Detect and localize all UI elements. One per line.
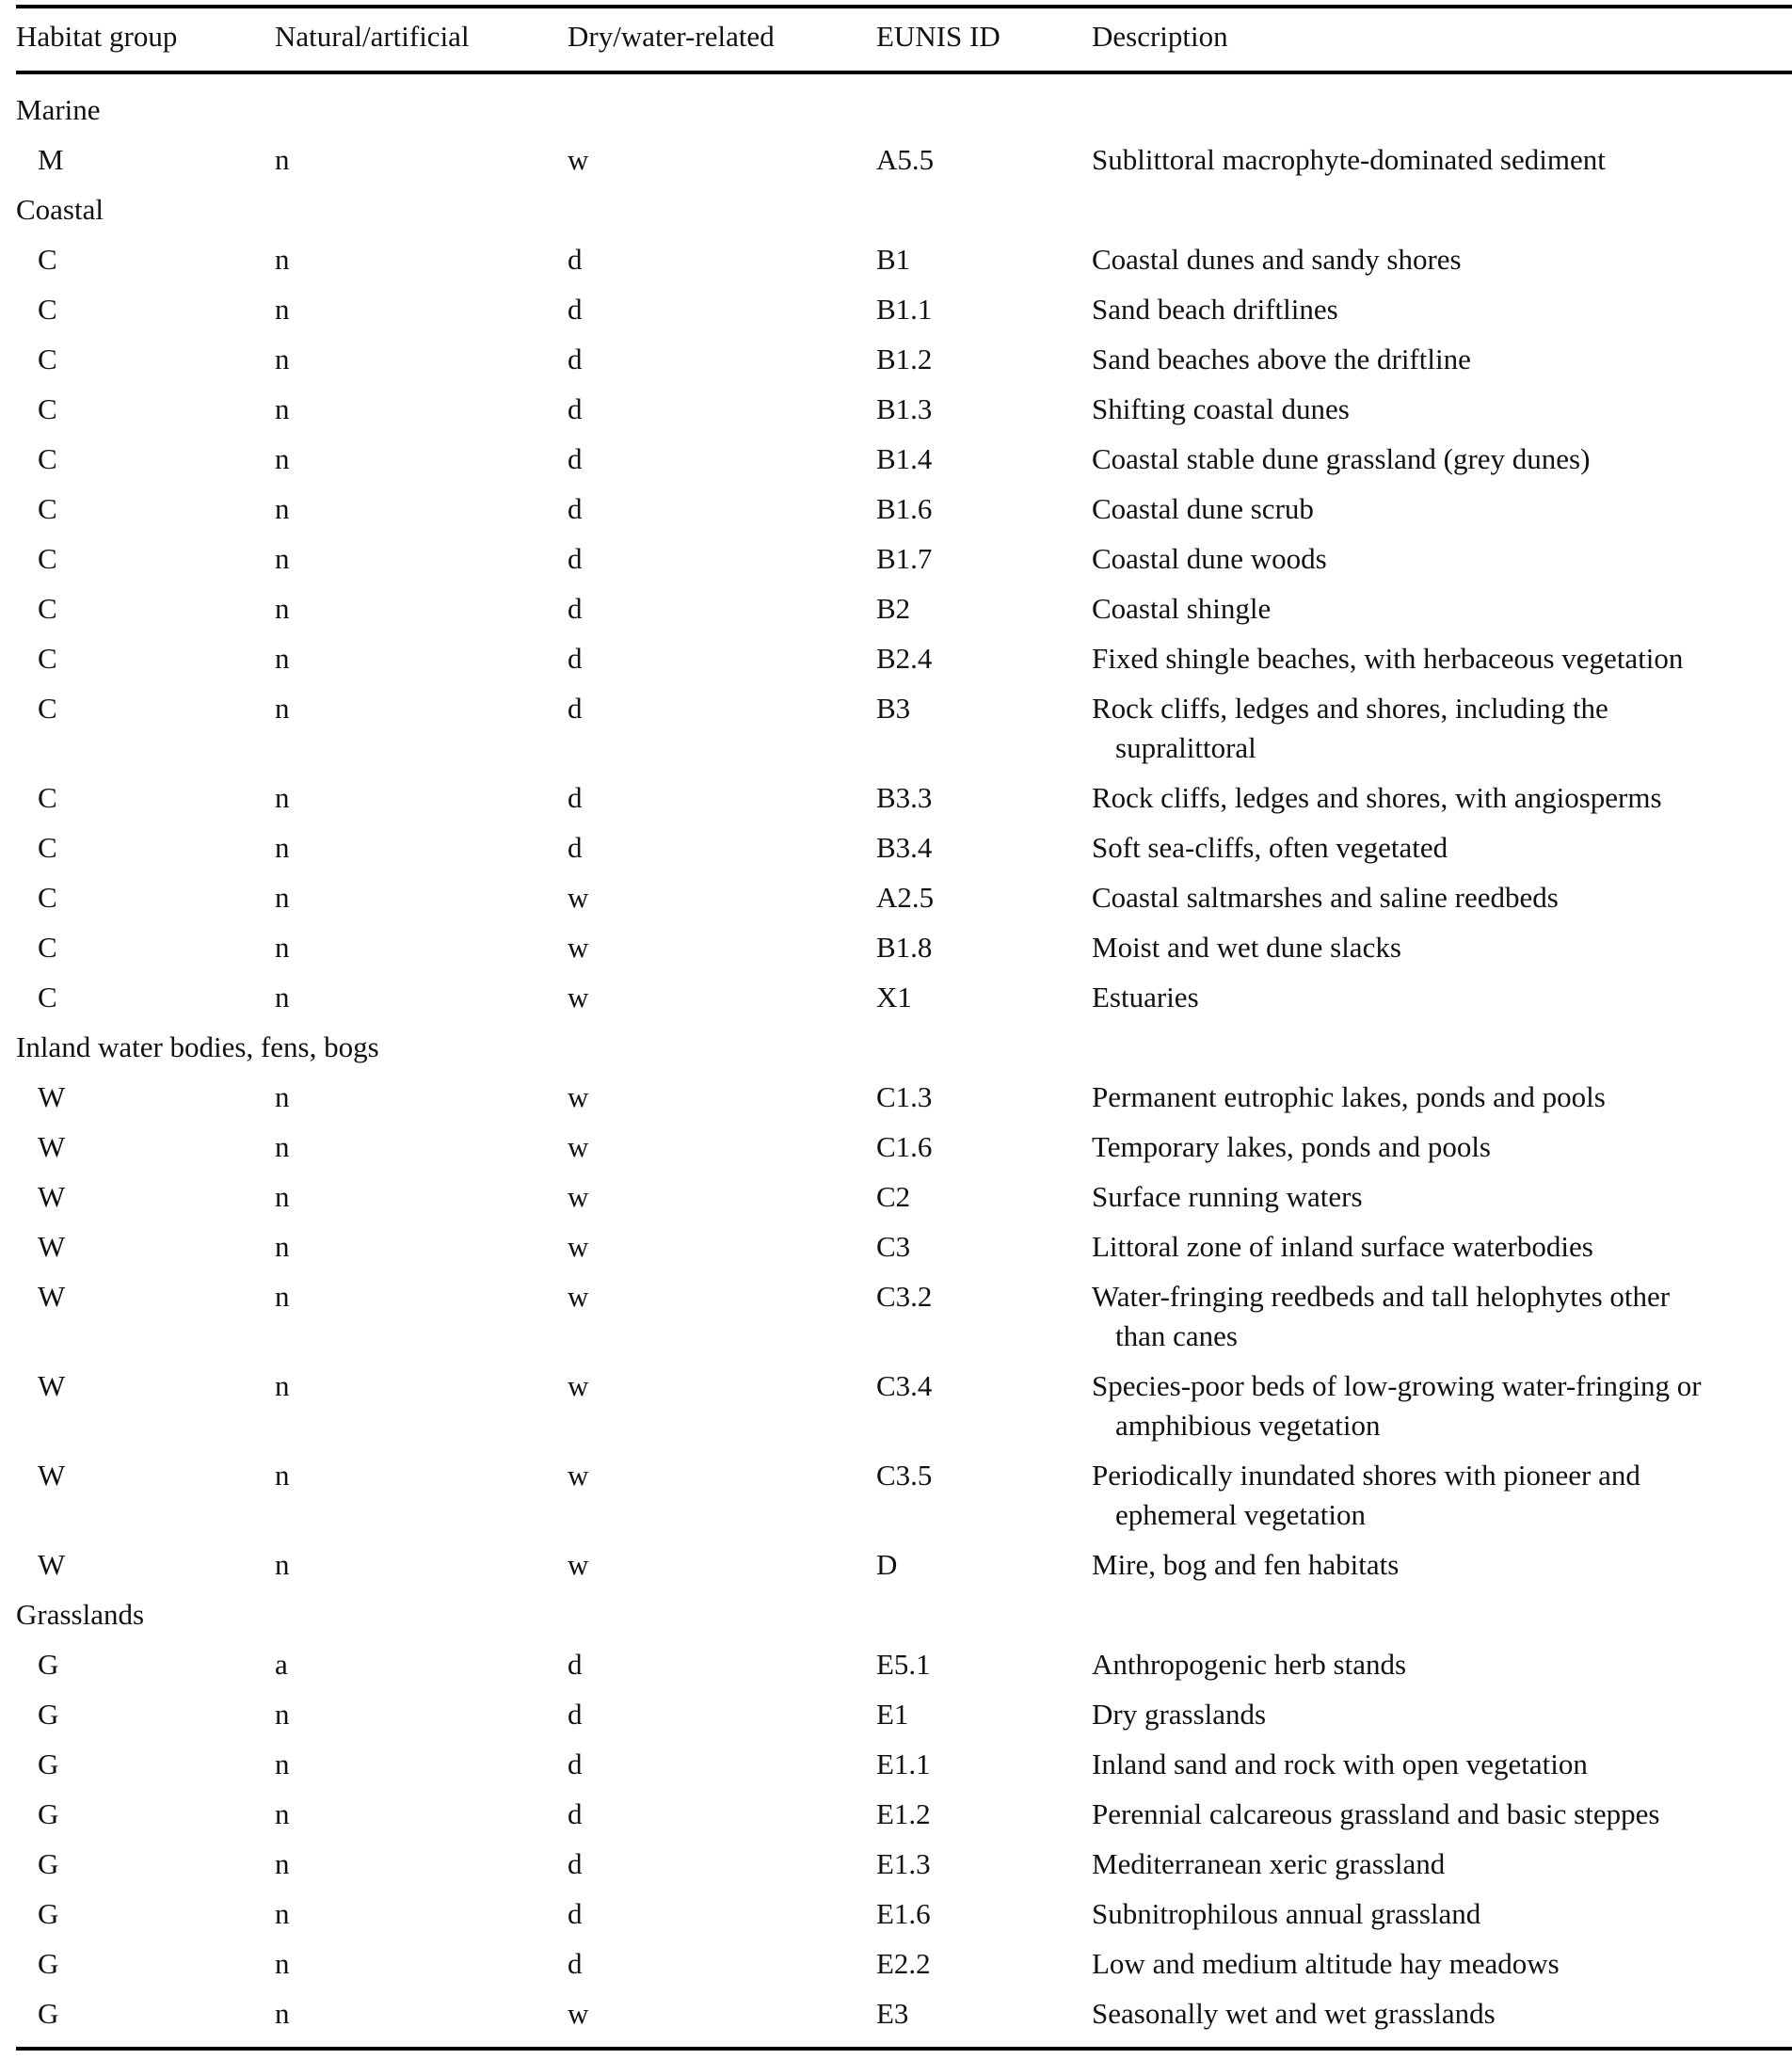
eunis-id-cell: B3.3 [876,781,933,814]
table-header-rule [16,71,1792,74]
table-row [16,1745,1792,1795]
natural-artificial-cell: n [275,1080,290,1113]
natural-artificial-cell: a [275,1648,288,1681]
description-cell [1092,828,1448,868]
table-bottom-rule [16,2047,1792,2051]
natural-artificial-cell: n [275,1797,290,1830]
description-cell [1092,390,1350,429]
description-line-1: Mire, bog and fen habitats [1092,1548,1400,1581]
eunis-id-cell: B1.7 [876,542,933,575]
description-line-1: Sand beaches above the driftline [1092,343,1471,375]
eunis-id-cell: B1.6 [876,492,933,525]
eunis-id-cell: B1.3 [876,392,933,425]
column-header-natural-artificial: Natural/artificial [275,20,470,53]
dry-water-cell: d [568,1698,583,1731]
habitat-group-cell: G [38,1698,59,1731]
description-cell [1092,878,1559,918]
description-cell [1092,1795,1659,1834]
eunis-id-cell: B3 [876,692,911,725]
eunis-id-cell: B3.4 [876,831,933,864]
table-row [16,689,1792,764]
habitat-group-cell: G [38,1748,59,1780]
eunis-id-cell: C1.6 [876,1130,933,1163]
section-title: Coastal [16,193,104,226]
eunis-id-cell: C1.3 [876,1080,933,1113]
dry-water-cell: w [568,1130,589,1163]
eunis-id-cell: E1.6 [876,1897,931,1930]
description-line-1: Seasonally wet and wet grasslands [1092,1997,1496,2030]
description-line-1: Temporary lakes, ponds and pools [1092,1130,1491,1163]
dry-water-cell: w [568,1548,589,1581]
habitat-group-cell: C [38,642,57,675]
description-line-1: Coastal stable dune grassland (grey dunes) [1092,442,1591,475]
description-line-1: Littoral zone of inland surface waterbodies [1092,1230,1593,1263]
eunis-id-cell: E2.2 [876,1947,931,1980]
natural-artificial-cell: n [275,931,290,964]
description-cell [1092,1277,1670,1356]
habitat-group-cell: C [38,981,57,1014]
dry-water-cell: w [568,1459,589,1492]
natural-artificial-cell: n [275,1130,290,1163]
eunis-id-cell: B1.4 [876,442,933,475]
dry-water-cell: d [568,831,583,864]
description-cell [1092,1844,1445,1884]
natural-artificial-cell: n [275,1230,290,1263]
description-line-2: than canes [1115,1319,1238,1352]
natural-artificial-cell: n [275,1947,290,1980]
column-header-habitat-group: Habitat group [16,20,178,53]
natural-artificial-cell: n [275,1847,290,1880]
table-row [16,1077,1792,1127]
description-line-1: Sand beach driftlines [1092,293,1338,326]
table-row [16,1366,1792,1442]
description-cell [1092,340,1471,379]
dry-water-cell: w [568,143,589,176]
table-row [16,390,1792,439]
dry-water-cell: d [568,1748,583,1780]
column-header-description: Description [1092,20,1228,53]
natural-artificial-cell: n [275,1897,290,1930]
table-row [16,290,1792,340]
natural-artificial-cell: n [275,981,290,1014]
description-cell [1092,978,1199,1017]
description-cell [1092,778,1662,818]
description-line-2: amphibious vegetation [1115,1409,1381,1442]
dry-water-cell: d [568,392,583,425]
description-line-1: Moist and wet dune slacks [1092,931,1401,964]
habitat-group-cell: C [38,881,57,914]
description-cell [1092,1545,1399,1585]
description-cell [1092,589,1271,629]
eunis-id-cell: A2.5 [876,881,935,914]
eunis-id-cell: E1 [876,1698,909,1731]
table-row [16,778,1792,828]
eunis-id-cell: A5.5 [876,143,935,176]
column-header-dry-water-related: Dry/water-related [568,20,775,53]
table-row [16,1277,1792,1352]
natural-artificial-cell: n [275,293,290,326]
natural-artificial-cell: n [275,1548,290,1581]
description-cell [1092,928,1401,967]
natural-artificial-cell: n [275,343,290,375]
eunis-id-cell: B2.4 [876,642,933,675]
eunis-id-cell: E1.2 [876,1797,931,1830]
habitat-group-cell: C [38,542,57,575]
description-cell [1092,1994,1496,2034]
description-cell [1092,1944,1560,1984]
description-cell [1092,1227,1593,1267]
habitat-group-cell: W [38,1180,66,1213]
habitat-group-cell: C [38,293,57,326]
table-row [16,1994,1792,2044]
natural-artificial-cell: n [275,442,290,475]
dry-water-cell: d [568,592,583,625]
description-cell [1092,1695,1266,1734]
habitat-group-cell: W [38,1230,66,1263]
natural-artificial-cell: n [275,1698,290,1731]
habitat-group-cell: G [38,1847,59,1880]
natural-artificial-cell: n [275,1748,290,1780]
habitat-group-cell: C [38,442,57,475]
eunis-id-cell: C3.5 [876,1459,933,1492]
table-row [16,978,1792,1028]
description-line-1: Dry grasslands [1092,1698,1267,1731]
dry-water-cell: w [568,1230,589,1263]
dry-water-cell: w [568,881,589,914]
table-row [16,639,1792,689]
natural-artificial-cell: n [275,692,290,725]
table-row [16,489,1792,539]
natural-artificial-cell: n [275,1180,290,1213]
natural-artificial-cell: n [275,831,290,864]
habitat-group-cell: C [38,392,57,425]
description-line-1: Shifting coastal dunes [1092,392,1350,425]
dry-water-cell: w [568,1280,589,1313]
description-line-1: Surface running waters [1092,1180,1363,1213]
dry-water-cell: d [568,1648,583,1681]
description-cell [1092,1745,1588,1784]
table-row [16,828,1792,878]
table-row [16,1227,1792,1277]
table-row [16,1127,1792,1177]
dry-water-cell: w [568,981,589,1014]
eunis-id-cell: C2 [876,1180,911,1213]
dry-water-cell: w [568,1180,589,1213]
table-row [16,1456,1792,1531]
table-header-row [16,17,1792,62]
table-row [16,878,1792,928]
description-cell [1092,689,1608,768]
description-line-1: Coastal dune scrub [1092,492,1314,525]
description-cell [1092,1645,1406,1684]
description-line-2: supralittoral [1115,731,1256,764]
habitat-group-cell: W [38,1080,66,1113]
table-row [16,1177,1792,1227]
natural-artificial-cell: n [275,1997,290,2030]
description-line-1: Rock cliffs, ledges and shores, including the [1092,692,1608,725]
eunis-id-cell: B1.1 [876,293,933,326]
habitat-group-cell: W [38,1280,66,1313]
habitat-group-cell: C [38,343,57,375]
dry-water-cell: d [568,243,583,276]
natural-artificial-cell: n [275,542,290,575]
table-row [16,240,1792,290]
eunis-id-cell: B2 [876,592,911,625]
description-line-1: Mediterranean xeric grassland [1092,1847,1446,1880]
dry-water-cell: d [568,293,583,326]
description-line-1: Permanent eutrophic lakes, ponds and pools [1092,1080,1606,1113]
habitat-group-cell: C [38,831,57,864]
table-top-rule [16,5,1792,8]
dry-water-cell: w [568,1080,589,1113]
eunis-id-cell: B1.2 [876,343,933,375]
eunis-id-cell: X1 [876,981,912,1014]
natural-artificial-cell: n [275,642,290,675]
description-line-1: Coastal dunes and sandy shores [1092,243,1462,276]
habitat-group-cell: W [38,1369,66,1402]
natural-artificial-cell: n [275,781,290,814]
habitat-group-cell: C [38,931,57,964]
habitat-group-cell: M [38,143,64,176]
habitat-group-cell: G [38,1947,59,1980]
description-line-2: ephemeral vegetation [1115,1498,1366,1531]
eunis-id-cell: E1.1 [876,1748,931,1780]
description-cell [1092,290,1338,329]
description-line-1: Low and medium altitude hay meadows [1092,1947,1560,1980]
dry-water-cell: d [568,492,583,525]
description-cell [1092,489,1314,529]
eunis-id-cell: D [876,1548,898,1581]
description-cell [1092,439,1590,479]
description-line-1: Species-poor beds of low-growing water-fringing or [1092,1369,1702,1402]
eunis-id-cell: C3 [876,1230,911,1263]
natural-artificial-cell: n [275,392,290,425]
table-row [16,1795,1792,1844]
table-row [16,1894,1792,1944]
description-cell [1092,140,1606,180]
table-row [16,589,1792,639]
habitat-group-cell: G [38,1797,59,1830]
table-row [16,928,1792,978]
natural-artificial-cell: n [275,143,290,176]
description-line-1: Water-fringing reedbeds and tall helophytes other [1092,1280,1671,1313]
description-line-1: Soft sea-cliffs, often vegetated [1092,831,1448,864]
dry-water-cell: w [568,1997,589,2030]
eunis-id-cell: C3.2 [876,1280,933,1313]
habitat-group-cell: G [38,1897,59,1930]
eunis-id-cell: C3.4 [876,1369,933,1402]
habitat-group-cell: G [38,1997,59,2030]
table-row [16,439,1792,489]
dry-water-cell: d [568,343,583,375]
dry-water-cell: d [568,1947,583,1980]
habitat-group-cell: W [38,1548,66,1581]
natural-artificial-cell: n [275,492,290,525]
description-cell [1092,1177,1363,1217]
table-row [16,1545,1792,1595]
description-cell [1092,639,1683,678]
dry-water-cell: d [568,692,583,725]
natural-artificial-cell: n [275,881,290,914]
habitat-group-cell: W [38,1130,66,1163]
dry-water-cell: d [568,1797,583,1830]
habitat-group-cell: W [38,1459,66,1492]
natural-artificial-cell: n [275,1369,290,1402]
column-header-eunis-id: EUNIS ID [876,20,1000,53]
eunis-id-cell: E5.1 [876,1648,931,1681]
table-row [16,1645,1792,1695]
dry-water-cell: d [568,442,583,475]
section-title: Marine [16,93,101,126]
table-row [16,539,1792,589]
natural-artificial-cell: n [275,243,290,276]
natural-artificial-cell: n [275,592,290,625]
dry-water-cell: w [568,931,589,964]
eunis-id-cell: B1 [876,243,911,276]
habitat-group-cell: C [38,692,57,725]
habitat-group-cell: C [38,243,57,276]
dry-water-cell: d [568,542,583,575]
eunis-id-cell: B1.8 [876,931,933,964]
description-line-1: Coastal shingle [1092,592,1272,625]
description-cell [1092,1366,1702,1445]
habitat-group-cell: G [38,1648,59,1681]
table-row [16,1844,1792,1894]
table-row [16,140,1792,190]
dry-water-cell: w [568,1369,589,1402]
description-line-1: Rock cliffs, ledges and shores, with angiosperms [1092,781,1662,814]
habitat-group-cell: C [38,592,57,625]
eunis-id-cell: E1.3 [876,1847,931,1880]
natural-artificial-cell: n [275,1280,290,1313]
dry-water-cell: d [568,642,583,675]
section-title: Inland water bodies, fens, bogs [16,1030,379,1063]
description-line-1: Anthropogenic herb stands [1092,1648,1407,1681]
table-row [16,1695,1792,1745]
description-line-1: Periodically inundated shores with pioneer and [1092,1459,1640,1492]
description-line-1: Estuaries [1092,981,1199,1014]
description-cell [1092,1456,1640,1535]
habitat-group-cell: C [38,492,57,525]
eunis-id-cell: E3 [876,1997,909,2030]
dry-water-cell: d [568,781,583,814]
section-title: Grasslands [16,1598,145,1631]
description-line-1: Inland sand and rock with open vegetation [1092,1748,1588,1780]
description-cell [1092,1894,1480,1934]
description-line-1: Fixed shingle beaches, with herbaceous vegetation [1092,642,1684,675]
dry-water-cell: d [568,1847,583,1880]
description-cell [1092,1127,1491,1167]
description-line-1: Coastal saltmarshes and saline reedbeds [1092,881,1559,914]
description-line-1: Sublittoral macrophyte-dominated sediment [1092,143,1606,176]
table-row [16,1944,1792,1994]
description-cell [1092,539,1327,579]
dry-water-cell: d [568,1897,583,1930]
description-line-1: Coastal dune woods [1092,542,1327,575]
description-cell [1092,240,1462,279]
habitat-group-cell: C [38,781,57,814]
description-cell [1092,1077,1606,1117]
description-line-1: Subnitrophilous annual grassland [1092,1897,1481,1930]
description-line-1: Perennial calcareous grassland and basic steppes [1092,1797,1660,1830]
table-row [16,340,1792,390]
natural-artificial-cell: n [275,1459,290,1492]
